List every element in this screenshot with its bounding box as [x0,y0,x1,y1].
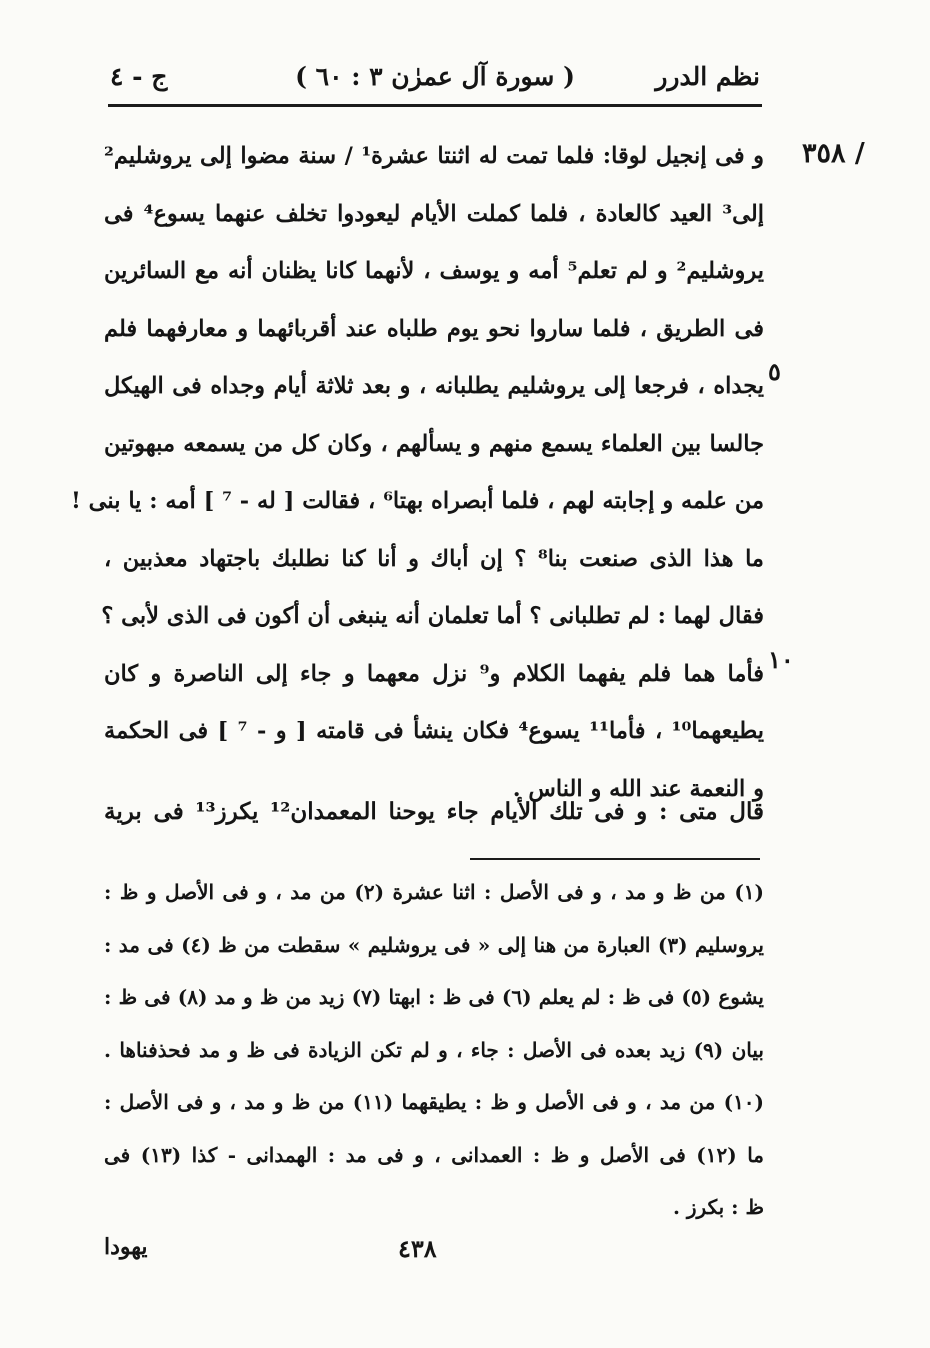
text-line: يجداه ، فرجعا إلى يروشليم يطلبانه ، و بعد ثلاثة أيام وجداه فى الهيكل [104,373,764,399]
page-number: ٤٣٨ [398,1234,437,1263]
footnote-line: يشوع (٥) فى ظ : لم يعلم (٦) فى ظ : ابهتا (٧) زيد من ظ و مد (٨) فى ظ : [104,985,764,1009]
text-line: جالسا بين العلماء يسمع منهم و يسألهم ، وكان كل من يسمعه مبهوتين [104,430,764,457]
margin-folio-number: / ٣٥٨ [802,138,865,169]
text-line: إلى³ العيد كالعادة ، فلما كملت الأيام ليعودوا تخلف عنهما يسوع⁴ فى [104,200,764,227]
line-number-5: ٥ [768,357,781,386]
text-line: من علمه و إجابته لهم ، فلما أبصراه بهتا⁶ ، فقالت [ له - ⁷ ] أمه : يا بنى ! [70,488,764,514]
text-line: ما هذا الذى صنعت بنا⁸ ؟ إن أباك و أنا كنا نطلبك باجتهاد معذبين ، [104,545,764,572]
footnote-line: يروسليم (٣) العبارة من هنا إلى « فى يروشليم » سقطت من ظ (٤) فى مد : [104,932,764,957]
text-line: يطيعهما¹⁰ ، فأما¹¹ يسوع⁴ فكان ينشأ فى قامته [ و - ⁷ ] فى الحكمة [104,718,764,744]
catchword: يهودا [104,1234,148,1260]
surah-reference: ( سورة آل عمرٰن ٣ : ٦٠ ) [295,62,575,91]
book-title: نظم الدرر [655,62,760,91]
running-header [110,62,760,102]
text-line: فقال لهما : لم تطلبانى ؟ أما تعلمان أنه ينبغى أن أكون فى الذى لأبى ؟ [101,603,764,629]
footnote-line: (١٠) من مد ، و فى الأصل و ظ : يطيقهما (١١) من ظ و مد ، و فى الأصل : [104,1090,765,1114]
text-line: يروشليم² و لم تعلم⁵ أمه و يوسف ، لأنهما كانا يظنان أنه مع السائرين [104,258,764,284]
footnote-line: (١) من ظ و مد ، و فى الأصل : اثنا عشرة (٢) من مد ، و فى الأصل و ظ : [104,880,764,904]
line-number-10: ١٠ [768,645,794,674]
text-line: و فى إنجيل لوقا: فلما تمت له اثنتا عشرة¹ / سنة مضوا إلى يروشليم² [104,143,764,169]
header-rule [108,104,762,107]
text-line: و النعمة عند الله و الناس . [512,775,764,802]
footnote-line: ظ : بكرز . [672,1195,764,1219]
volume-number: ج - ٤ [110,62,168,91]
main-text [70,128,764,818]
text-line: فى الطريق ، فلما ساروا نحو يوم طلباه عند أقربائهما و معارفهما فلم [104,315,764,342]
quotation-line: قال متى : و فى تلك الأيام جاء يوحنا المعمدان¹² يكرز¹³ فى برية [104,798,764,825]
footnote-line: ما (١٢) فى الأصل و ظ : العمدانى ، و فى مد : الهمدانى - كذا (١٣) فى [104,1142,765,1167]
footnote-line: بيان (٩) زيد بعده فى الأصل : جاء ، و لم تكن الزيادة فى ظ و مد فحذفناها . [104,1037,764,1062]
footnote-separator [470,858,760,860]
footnotes [104,866,764,1234]
text-line: فأما هما فلم يفهما الكلام و⁹ نزل معهما و جاء إلى الناصرة و كان [104,660,764,687]
